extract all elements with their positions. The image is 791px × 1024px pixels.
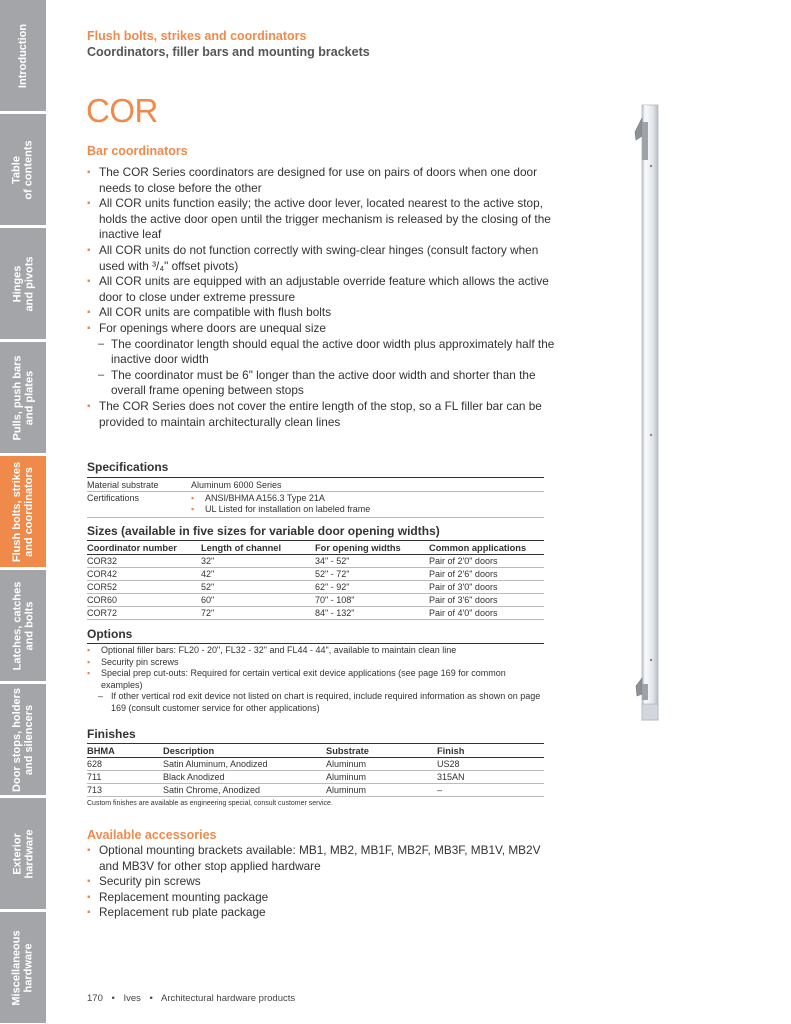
sub-list-item	[87, 368, 562, 399]
list-item	[87, 905, 557, 921]
table-cell: Aluminum	[326, 784, 437, 797]
certification-text: UL Listed for installation on labeled frame	[205, 503, 371, 514]
options-rule	[87, 643, 544, 644]
finishes-footnote: Custom finishes are available as engineering special, consult customer service.	[87, 800, 333, 807]
specifications-table	[87, 479, 544, 515]
side-tab-label: Latches, catches and bolts	[11, 581, 35, 670]
list-item	[87, 321, 562, 337]
bullet-mark: ▪	[87, 276, 91, 288]
options-list	[87, 645, 544, 715]
subcategory-heading: Coordinators, filler bars and mounting brackets	[87, 45, 370, 59]
bullet-mark: ▪	[87, 198, 91, 210]
list-item	[87, 890, 557, 906]
product-title: COR	[86, 92, 158, 129]
table-cell: Pair of 4'0" doors	[429, 607, 544, 620]
list-item	[87, 305, 562, 321]
list-item-text: The COR Series does not cover the entire length of the stop, so a FL filler bar can be provided to maintain architecturally clean lines	[99, 398, 542, 429]
column-header: Finish	[437, 745, 544, 758]
table-row	[87, 758, 544, 771]
list-item	[87, 668, 544, 691]
bullet-mark: ▪	[87, 400, 91, 412]
table-row	[87, 771, 544, 784]
bullet-mark: ▪	[191, 492, 195, 503]
product-subtitle: Bar coordinators	[87, 144, 188, 158]
coordinator-bar-image	[630, 100, 670, 760]
table-cell: COR32	[87, 555, 201, 568]
table-cell: Pair of 2'6" doors	[429, 568, 544, 581]
list-item-text: If other vertical rod exit device not listed on chart is required, include required information as shown on page 169 (consult customer service for other applications)	[111, 691, 541, 713]
table-cell: 60"	[201, 594, 315, 607]
certification-text: ANSI/BHMA A156.3 Type 21A	[205, 492, 325, 503]
sub-list-item	[87, 337, 562, 368]
table-cell: 628	[87, 758, 163, 771]
list-item	[87, 843, 557, 874]
list-item-text: All COR units are compatible with flush bolts	[99, 305, 332, 320]
footer-book-title: Architectural hardware products	[161, 993, 296, 1004]
bullet-mark: ▪	[87, 668, 91, 679]
side-tab-5[interactable]	[0, 456, 46, 567]
table-cell: 84" - 132"	[315, 607, 429, 620]
sizes-heading: Sizes (available in five sizes for variable door opening widths)	[87, 524, 440, 538]
table-cell: Pair of 3'0" doors	[429, 581, 544, 594]
table-cell: 52" - 72"	[315, 568, 429, 581]
table-cell: 32"	[201, 555, 315, 568]
bullet-mark: ▪	[87, 891, 91, 903]
table-cell: 711	[87, 771, 163, 784]
list-item	[87, 165, 562, 196]
list-item	[87, 645, 544, 657]
bullet-mark: ▪	[87, 307, 91, 319]
table-cell: Satin Aluminum, Anodized	[163, 758, 326, 771]
table-cell: Black Anodized	[163, 771, 326, 784]
table-cell: Aluminum	[326, 758, 437, 771]
dash-mark: –	[98, 337, 105, 350]
footer-separator: •	[111, 993, 115, 1004]
side-tab-8[interactable]	[0, 798, 46, 909]
table-row	[87, 784, 544, 797]
table-cell: –	[437, 784, 544, 797]
bullet-mark: ▪	[191, 503, 195, 514]
bullet-mark: ▪	[87, 322, 91, 334]
specifications-rule	[87, 477, 544, 478]
certification-item	[191, 493, 544, 504]
material-label: Material substrate	[87, 479, 191, 492]
side-tab-label: Exterior hardware	[11, 829, 36, 878]
table-cell: 70" - 108"	[315, 594, 429, 607]
list-item-text: All COR units function easily; the active door lever, located nearest to the active stop, holds the active door open until the trigger mechanism is released by the closing of the inactive leaf	[99, 196, 551, 242]
side-navigation	[0, 0, 46, 1024]
features-list	[87, 165, 562, 430]
list-item	[87, 399, 562, 430]
specifications-heading: Specifications	[87, 460, 169, 474]
bullet-mark: ▪	[87, 876, 91, 888]
side-tab-6[interactable]	[0, 570, 46, 681]
specifications-end-rule	[87, 517, 544, 518]
list-item-text: Replacement mounting package	[99, 889, 269, 904]
list-item-text: Replacement rub plate package	[99, 905, 266, 920]
column-header: BHMA	[87, 745, 163, 758]
table-cell: 34" - 52"	[315, 555, 429, 568]
side-tab-label: Table of contents	[11, 139, 35, 200]
side-tab-1[interactable]	[0, 0, 46, 111]
list-item	[87, 196, 562, 243]
column-header: Substrate	[326, 745, 437, 758]
dash-mark: –	[98, 368, 105, 381]
bullet-mark: ▪	[87, 907, 91, 919]
table-cell: COR52	[87, 581, 201, 594]
category-heading: Flush bolts, strikes and coordinators	[87, 29, 307, 43]
column-header: Description	[163, 745, 326, 758]
page-footer	[87, 993, 295, 1004]
list-item-text: The coordinator must be 6" longer than the active door width and shorter than the overall frame opening between stops	[111, 367, 536, 398]
column-header: Coordinator number	[87, 542, 201, 555]
table-cell: COR60	[87, 594, 201, 607]
list-item-text: All COR units do not function correctly with swing-clear hinges (consult factory when used with ³/₄" offset pivots)	[99, 242, 539, 273]
finishes-rule	[87, 743, 544, 744]
finishes-table	[87, 745, 544, 797]
certifications-list	[191, 493, 544, 515]
sub-list-item	[87, 691, 544, 714]
list-item-text: Optional filler bars: FL20 - 20", FL32 - 32" and FL44 - 44", available to maintain clean line	[101, 645, 457, 655]
table-cell: COR42	[87, 568, 201, 581]
bullet-mark: ▪	[87, 244, 91, 256]
sizes-table	[87, 542, 544, 620]
table-cell: 713	[87, 784, 163, 797]
bullet-mark: ▪	[87, 645, 91, 655]
side-tab-7[interactable]	[0, 684, 46, 795]
material-value: Aluminum 6000 Series	[191, 479, 544, 492]
accessories-list	[87, 843, 557, 921]
footer-brand: Ives	[123, 993, 141, 1004]
table-cell: US28	[437, 758, 544, 771]
list-item	[87, 874, 557, 890]
certifications-label: Certifications	[87, 492, 140, 503]
column-header: Length of channel	[201, 542, 315, 555]
table-row	[87, 581, 544, 594]
side-tab-2[interactable]	[0, 114, 46, 225]
list-item-text: Optional mounting brackets available: MB1, MB2, MB1F, MB2F, MB3F, MB1V, MB2V and MB3V for other stop applied hardware	[99, 843, 541, 873]
options-heading: Options	[87, 627, 133, 641]
sizes-rule	[87, 540, 544, 541]
table-cell: 42"	[201, 568, 315, 581]
column-header: For opening widths	[315, 542, 429, 555]
list-item	[87, 243, 562, 274]
bullet-mark: ▪	[87, 167, 91, 178]
side-tab-label: Introduction	[17, 23, 29, 88]
table-cell: Pair of 3'6" doors	[429, 594, 544, 607]
list-item-text: Security pin screws	[99, 874, 201, 889]
list-item	[87, 657, 544, 669]
table-cell: COR72	[87, 607, 201, 620]
list-item-text: All COR units are equipped with an adjustable override feature which allows the active door to close under extreme pressure	[99, 274, 549, 304]
side-tab-9[interactable]	[0, 912, 46, 1023]
table-cell: 52"	[201, 581, 315, 594]
bullet-mark: ▪	[87, 845, 91, 856]
side-tab-label: Door stops, holders and silencers	[11, 687, 35, 792]
certification-item	[191, 504, 544, 515]
table-cell: 72"	[201, 607, 315, 620]
table-row	[87, 555, 544, 568]
side-tab-label: Hinges and pivots	[11, 255, 36, 312]
list-item-text: Special prep cut-outs: Required for certain vertical exit device applications (see page 169 for common examples)	[101, 668, 506, 690]
footer-separator: •	[149, 993, 153, 1004]
list-item-text: Security pin screws	[101, 656, 179, 667]
list-item-text: The coordinator length should equal the active door width plus approximately half the inactive door width	[111, 336, 555, 367]
table-cell: 62" - 92"	[315, 581, 429, 594]
table-cell: Satin Chrome, Anodized	[163, 784, 326, 797]
dash-mark: –	[98, 691, 104, 702]
table-row	[87, 607, 544, 620]
side-tab-3[interactable]	[0, 228, 46, 339]
page-number: 170	[87, 993, 103, 1004]
side-tab-4[interactable]	[0, 342, 46, 453]
list-item	[87, 274, 562, 305]
list-item-text: For openings where doors are unequal size	[99, 320, 326, 335]
column-header: Common applications	[429, 542, 544, 555]
finishes-heading: Finishes	[87, 727, 136, 741]
side-tab-label: Pulls, push bars and plates	[11, 355, 35, 440]
accessories-heading: Available accessories	[87, 828, 217, 842]
table-cell: Pair of 2'0" doors	[429, 555, 544, 568]
table-cell: 315AN	[437, 771, 544, 784]
table-cell: Aluminum	[326, 771, 437, 784]
list-item-text: The COR Series coordinators are designed for use on pairs of doors when one door needs to close before the other	[99, 165, 538, 195]
side-tab-label: Flush bolts, strikes and coordinators	[11, 461, 35, 562]
bullet-mark: ▪	[87, 656, 91, 667]
table-row	[87, 594, 544, 607]
side-tab-label: Miscellaneous hardware	[11, 929, 36, 1006]
table-row	[87, 568, 544, 581]
